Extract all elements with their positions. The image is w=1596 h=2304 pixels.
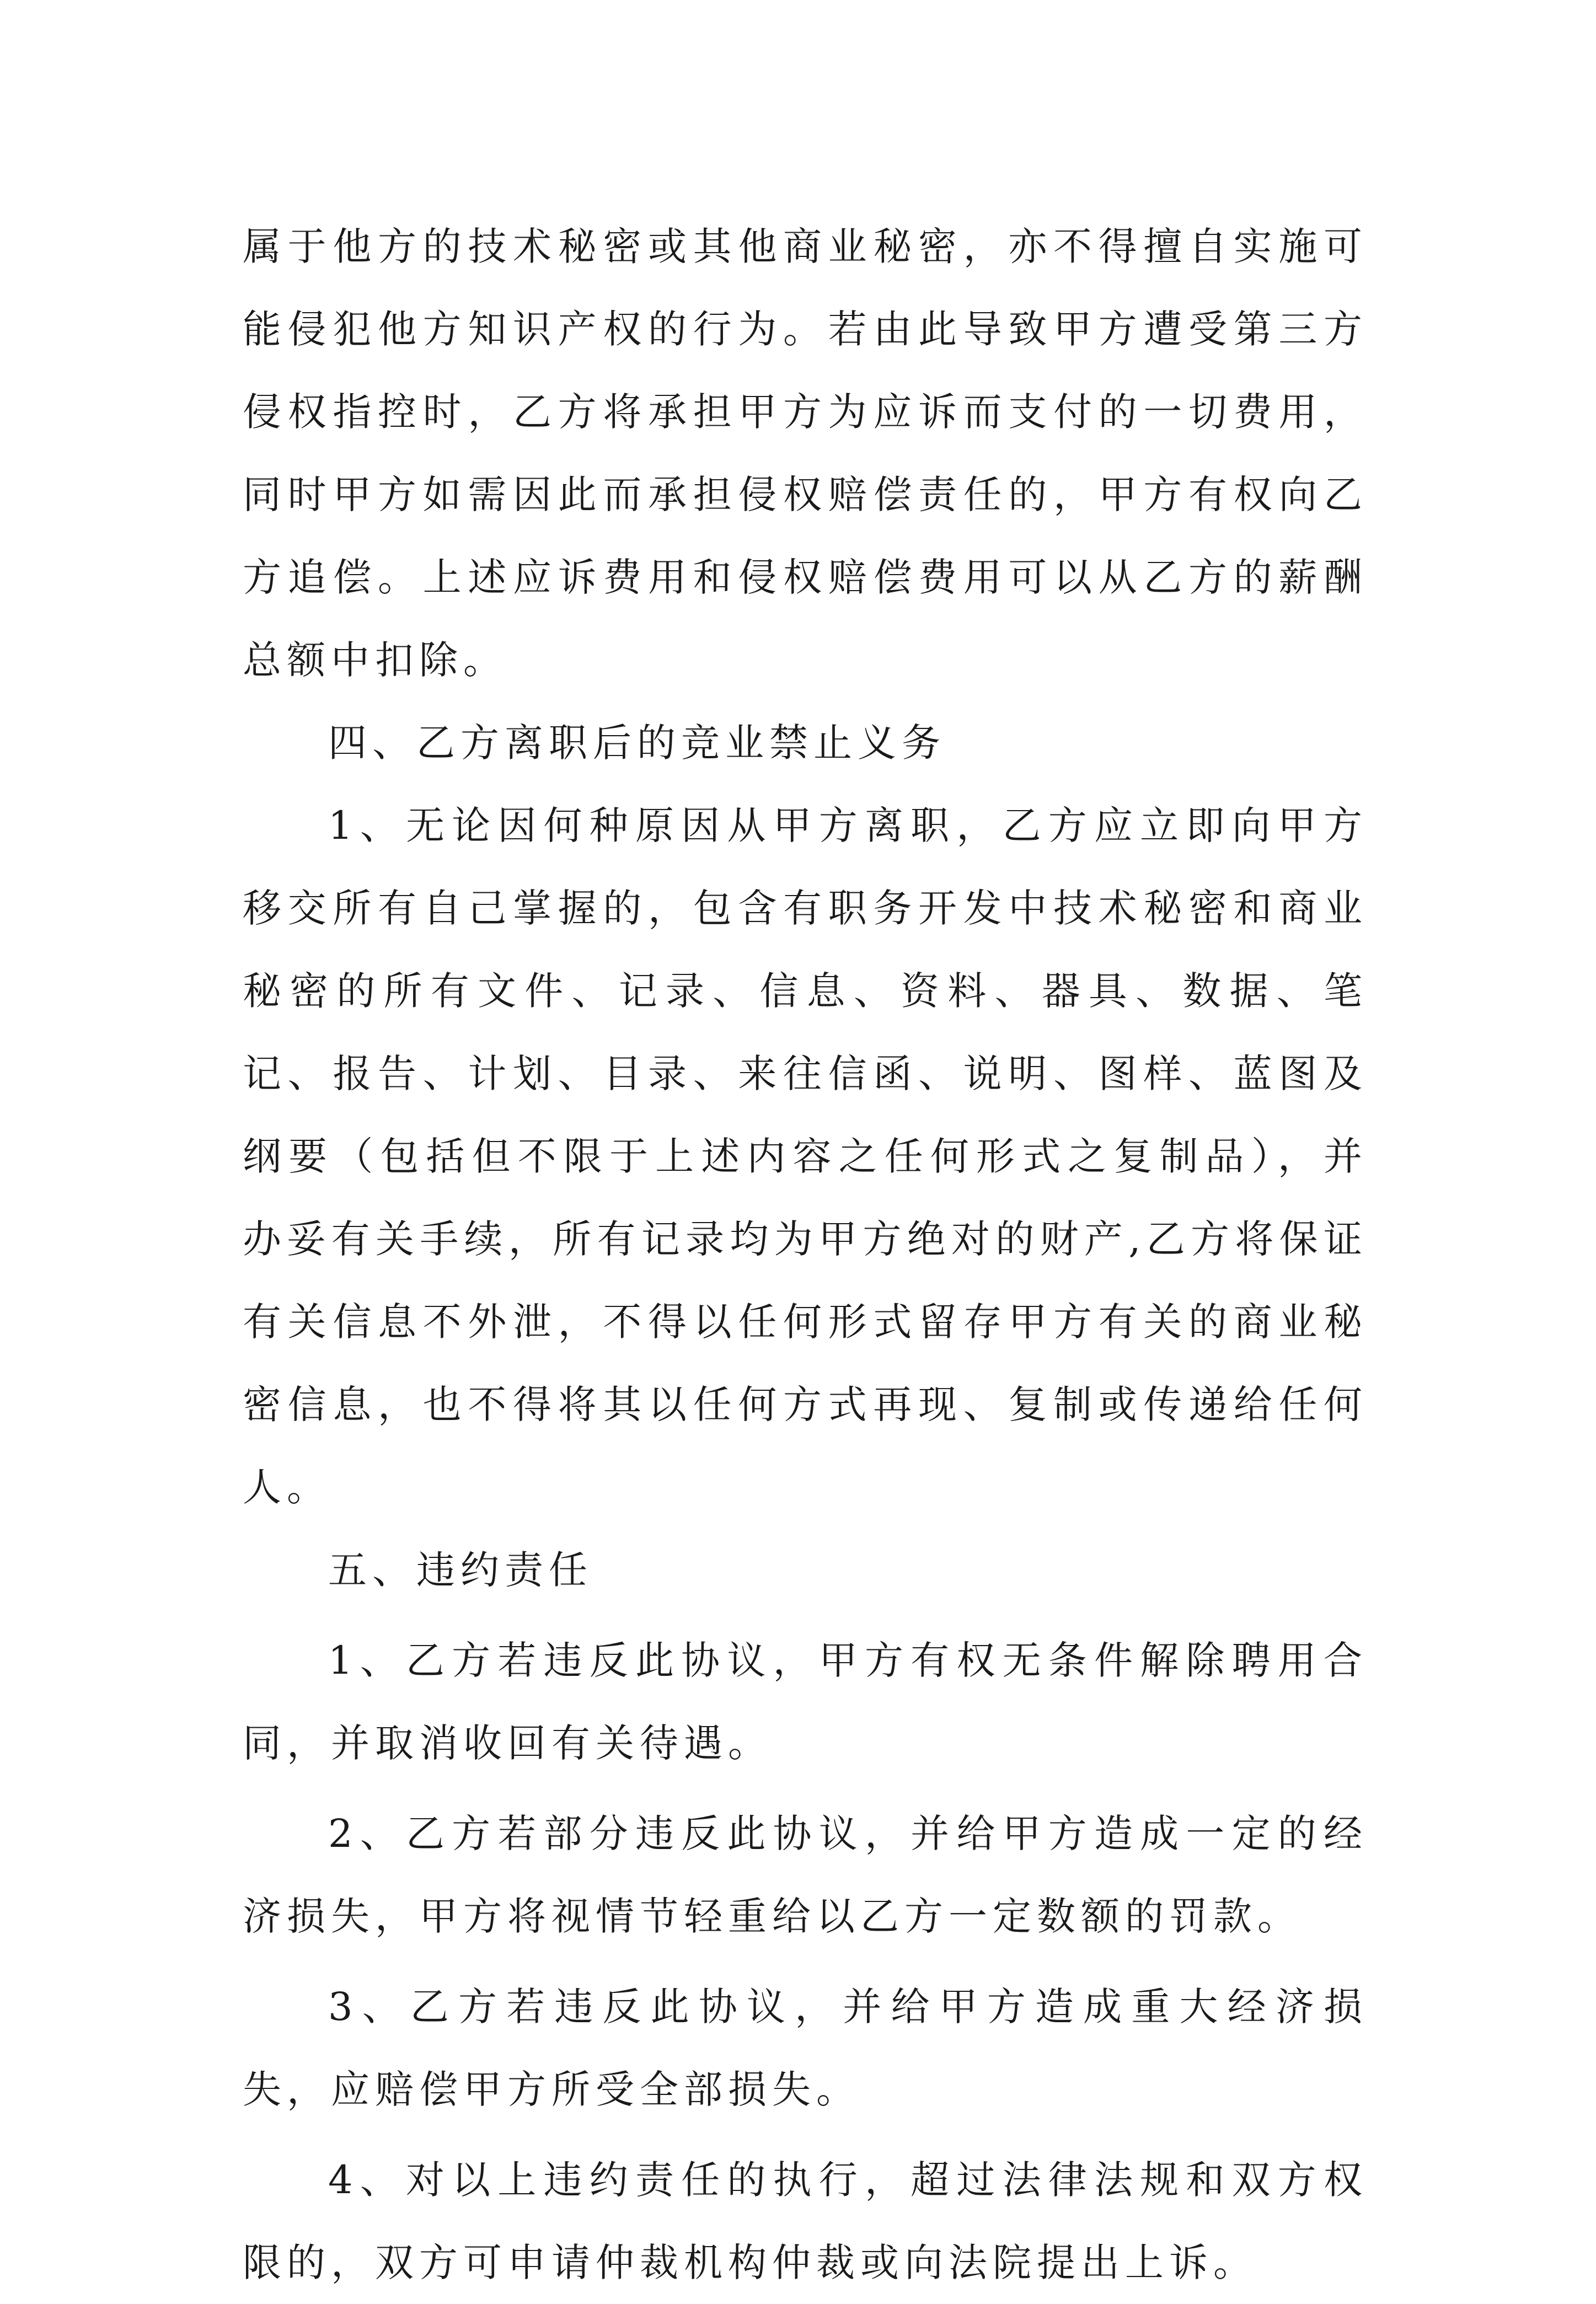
section-5-clause-2: 2、乙方若部分违反此协议，并给甲方造成一定的经济损失，甲方将视情节轻重给以乙方一定数额的罚款。 [243,1811,1368,1939]
section-4-clause-1: 1、无论因何种原因从甲方离职，乙方应立即向甲方移交所有自己掌握的，包含有职务开发中技术秘密和商业秘密的所有文件、记录、信息、资料、器具、数据、笔记、报告、计划、目录、来往信函、说明、图样、蓝图及纲要（包括但不限于上述内容之任何形式之复制品），并办妥有关手续，所有记录均为甲方绝对的财产,乙方将保证有关信息不外泄，不得以任何形式留存甲方有关的商业秘密信息，也不得将其以任何方式再现、复制或传递给任何人。 [243,803,1368,1510]
section-4-heading: 四、乙方离职后的竞业禁止义务 [328,720,946,765]
section-5-clause-1: 1、乙方若违反此协议，甲方有权无条件解除聘用合同，并取消收回有关待遇。 [243,1638,1368,1766]
section-5-heading: 五、违约责任 [328,1547,593,1593]
document-body [243,205,1368,2304]
section-5-clause-4: 4、对以上违约责任的执行，超过法律法规和双方权限的，双方可申请仲裁机构仲裁或向法院提出上诉。 [243,2157,1368,2285]
continued-paragraph: 属于他方的技术秘密或其他商业秘密，亦不得擅自实施可能侵犯他方知识产权的行为。若由此导致甲方遭受第三方侵权指控时，乙方将承担甲方为应诉而支付的一切费用，同时甲方如需因此而承担侵权赔偿责任的，甲方有权向乙方追偿。上述应诉费用和侵权赔偿费用可以从乙方的薪酬总额中扣除。 [243,224,1368,683]
section-5-clause-3: 3、乙方若违反此协议，并给甲方造成重大经济损失，应赔偿甲方所受全部损失。 [243,1984,1368,2112]
